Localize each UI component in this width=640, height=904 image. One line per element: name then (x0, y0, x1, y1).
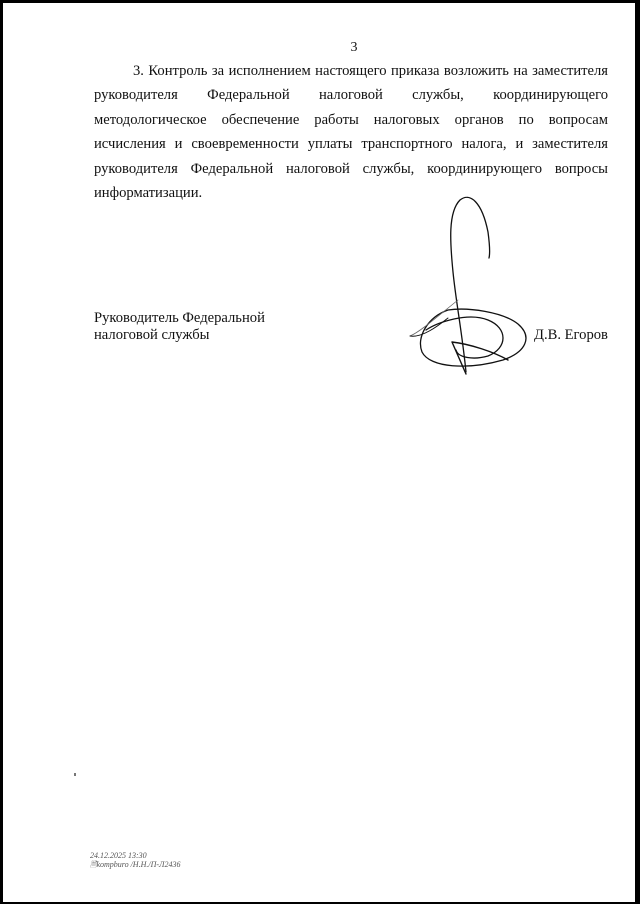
scan-border-top (0, 0, 640, 3)
scan-border-right (635, 0, 640, 904)
handwritten-signature (408, 192, 538, 384)
document-icon: 🗎 (90, 860, 97, 869)
signer-title (94, 310, 265, 344)
scan-border-left (0, 0, 3, 904)
footer-timestamp: 24.12.2025 13:30 (90, 851, 147, 860)
page-number: 3 (350, 40, 358, 55)
signer-title-line-1: Руководитель Федеральной (94, 310, 265, 326)
signer-name: Д.В. Егоров (534, 327, 608, 343)
order-paragraph-3: 3. Контроль за исполнением настоящего приказа возложить на заместителя руководителя Федеральной налоговой службы, координирующего методологическое обеспечение работы налоговых органов по вопросам исчисления и своевременности уплаты транспортного налога, и заместителя руководителя Федеральной налоговой службы, координирующего вопросы информатизации. (94, 63, 608, 202)
footer-reference-line (90, 860, 180, 869)
footer-stamp (90, 851, 180, 869)
scan-speck (74, 773, 76, 776)
signer-title-line-2: налоговой службы (94, 327, 210, 343)
footer-document-ref: kompburo /Н.Н./П-Л2436 (96, 860, 181, 869)
